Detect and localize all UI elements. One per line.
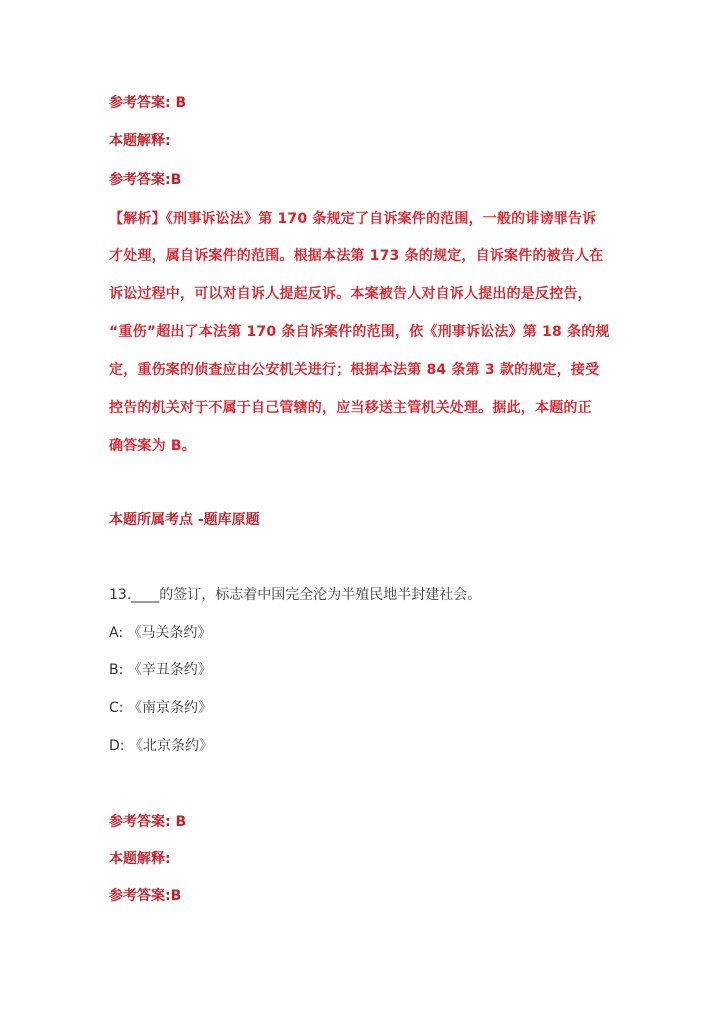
- explanation-line: “重伤”超出了本法第 170 条自诉案件的范围，依《刑事诉讼法》第 18 条的规: [109, 324, 610, 340]
- explanation-line: 确答案为 B。: [109, 438, 196, 454]
- answer-label: 参考答案: B: [109, 95, 187, 111]
- explanation-line: 诉讼过程中，可以对自诉人提起反诉。本案被告人对自诉人提出的是反控告，: [109, 286, 592, 302]
- answer-label-repeat: 参考答案:B: [109, 888, 182, 904]
- explanation-line: 【解析】《刑事诉讼法》第 170 条规定了自诉案件的范围，一般的诽谤罪告诉: [109, 211, 597, 227]
- option-d: D: 《北京条约》: [109, 738, 213, 754]
- answer-label: 参考答案: B: [109, 814, 187, 830]
- category-label: 本题所属考点 -题库原题: [109, 512, 260, 528]
- explanation-title: 本题解释:: [109, 851, 171, 867]
- option-b: B: 《辛丑条约》: [109, 662, 212, 678]
- explanation-line: 才处理，属自诉案件的范围。根据本法第 173 条的规定，自诉案件的被告人在: [109, 248, 604, 264]
- explanation-line: 控告的机关对于不属于自己管辖的，应当移送主管机关处理。据此，本题的正: [109, 400, 592, 416]
- explanation-title: 本题解释:: [109, 133, 171, 149]
- option-c: C: 《南京条约》: [109, 700, 212, 716]
- option-a: A: 《马关条约》: [109, 625, 212, 641]
- answer-label-repeat: 参考答案:B: [109, 172, 182, 188]
- explanation-line: 定，重伤案的侦查应由公安机关进行；根据本法第 84 条第 3 款的规定，接受: [109, 362, 600, 378]
- question-stem: 13.____的签订，标志着中国完全沦为半殖民地半封建社会。: [109, 587, 482, 603]
